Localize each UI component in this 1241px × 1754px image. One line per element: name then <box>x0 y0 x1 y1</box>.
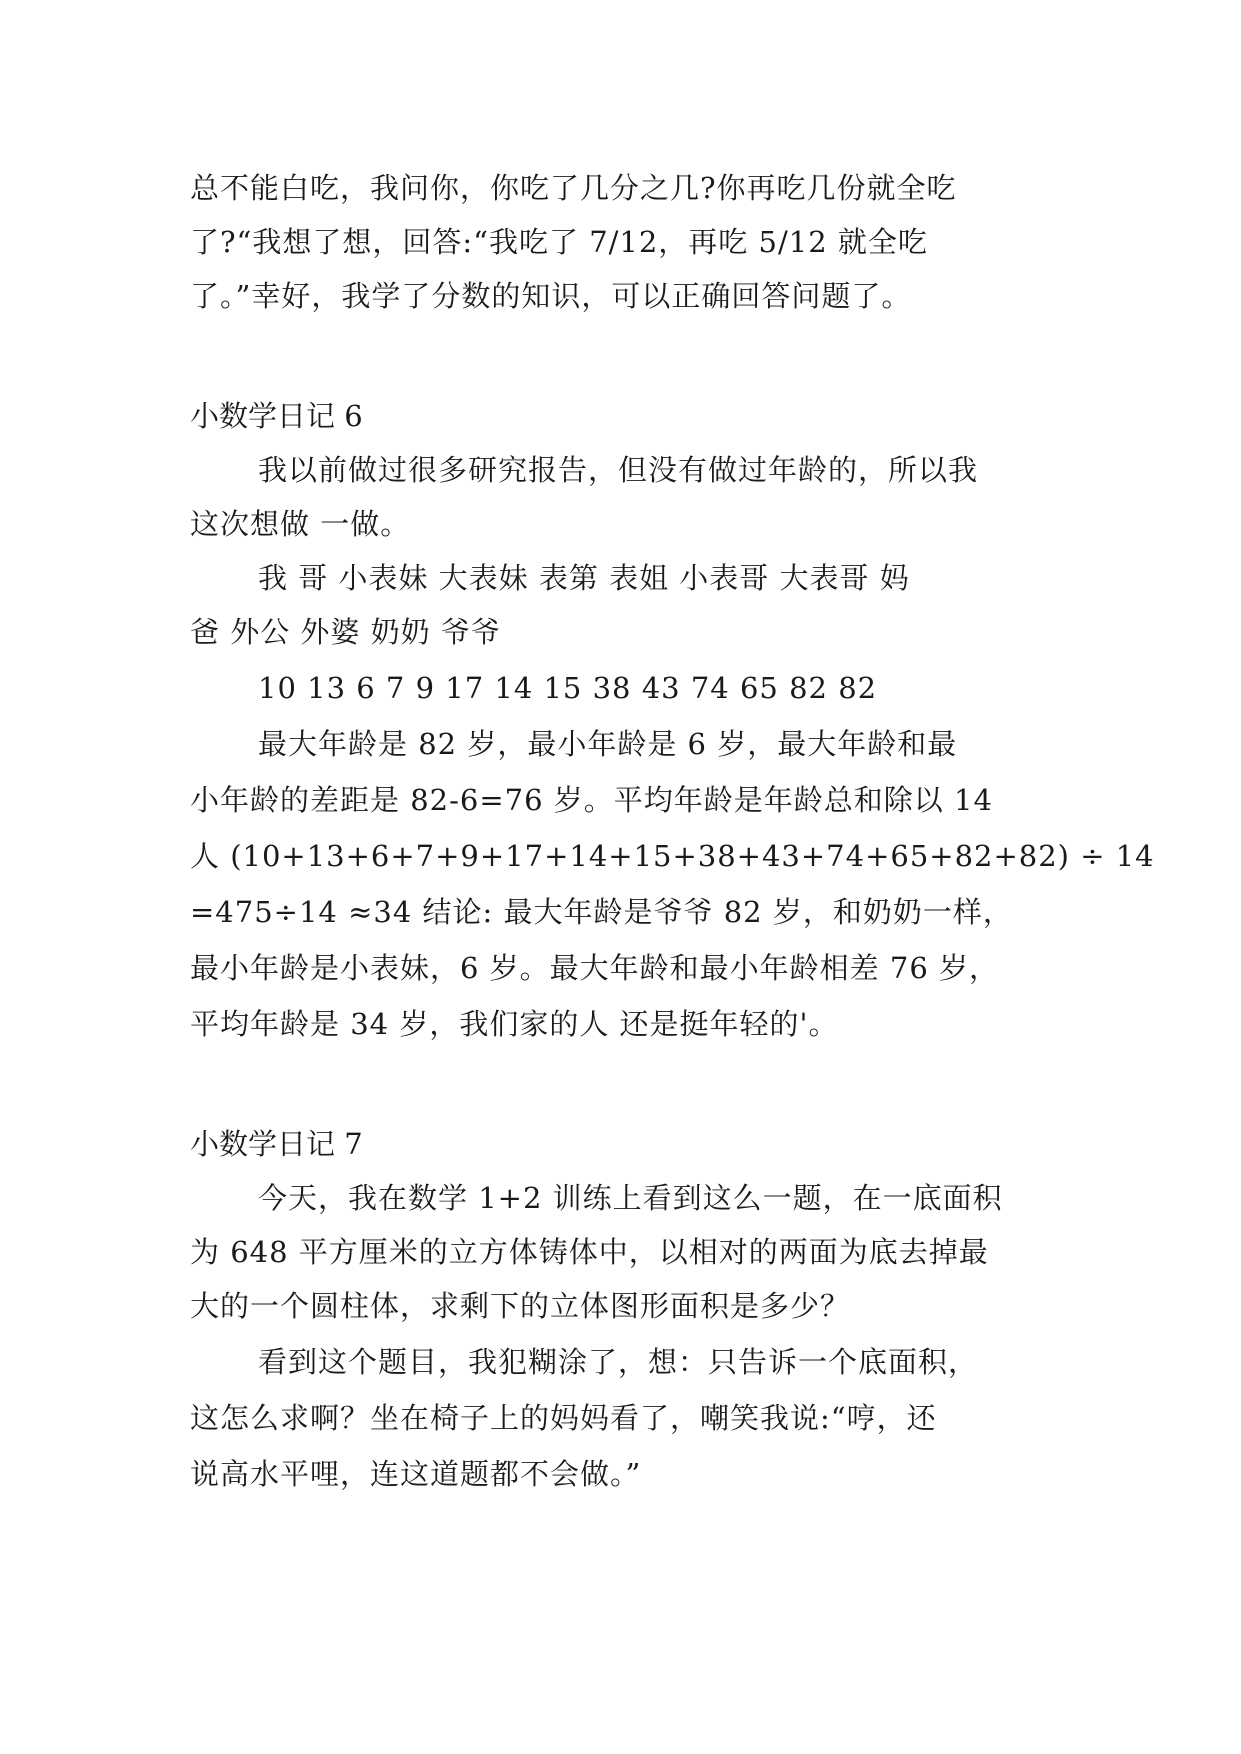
section-heading: 小数学日记 6 <box>190 399 363 433</box>
paragraph-line: 了?“我想了想，回答:“我吃了 7/12，再吃 5/12 就全吃 <box>190 225 928 259</box>
paragraph-line: 平均年龄是 34 岁，我们家的人 还是挺年轻的'。 <box>190 1007 839 1041</box>
section-heading: 小数学日记 7 <box>190 1127 363 1161</box>
paragraph-line: 了。”幸好，我学了分数的知识，可以正确回答问题了。 <box>190 279 912 313</box>
formula-line: =475÷14 ≈34 结论: 最大年龄是爷爷 82 岁，和奶奶一样， <box>190 895 1013 929</box>
paragraph-line: 说高水平哩，连这道题都不会做。” <box>190 1457 642 1491</box>
paragraph-line: 总不能白吃，我问你，你吃了几分之几?你再吃几份就全吃 <box>190 171 957 205</box>
paragraph-line: 大的一个圆柱体，求剩下的立体图形面积是多少？ <box>190 1289 851 1323</box>
paragraph-line: 今天，我在数学 1+2 训练上看到这么一题，在一底面积 <box>258 1181 1003 1215</box>
paragraph-line: 最大年龄是 82 岁，最小年龄是 6 岁，最大年龄和最 <box>258 727 958 761</box>
paragraph-line: 我以前做过很多研究报告，但没有做过年龄的，所以我 <box>258 453 979 487</box>
paragraph-line: 看到这个题目，我犯糊涂了，想：只告诉一个底面积， <box>258 1345 979 1379</box>
ages-list-line: 10 13 6 7 9 17 14 15 38 43 74 65 82 82 <box>258 671 878 705</box>
paragraph-line: 最小年龄是小表妹，6 岁。最大年龄和最小年龄相差 76 岁， <box>190 951 1000 985</box>
paragraph-line: 为 648 平方厘米的立方体铸体中，以相对的两面为底去掉最 <box>190 1235 989 1269</box>
paragraph-line: 小年龄的差距是 82-6=76 岁。平均年龄是年龄总和除以 14 <box>190 783 993 817</box>
family-list-line: 爸 外公 外婆 奶奶 爷爷 <box>190 615 501 649</box>
paragraph-line: 这怎么求啊？坐在椅子上的妈妈看了，嘲笑我说:“哼，还 <box>190 1401 937 1435</box>
family-list-line: 我 哥 小表妹 大表妹 表第 表姐 小表哥 大表哥 妈 <box>258 561 910 595</box>
paragraph-line: 这次想做 一做。 <box>190 507 411 541</box>
formula-line: 人 (10+13+6+7+9+17+14+15+38+43+74+65+82+82) ÷ 14 <box>190 839 1155 873</box>
